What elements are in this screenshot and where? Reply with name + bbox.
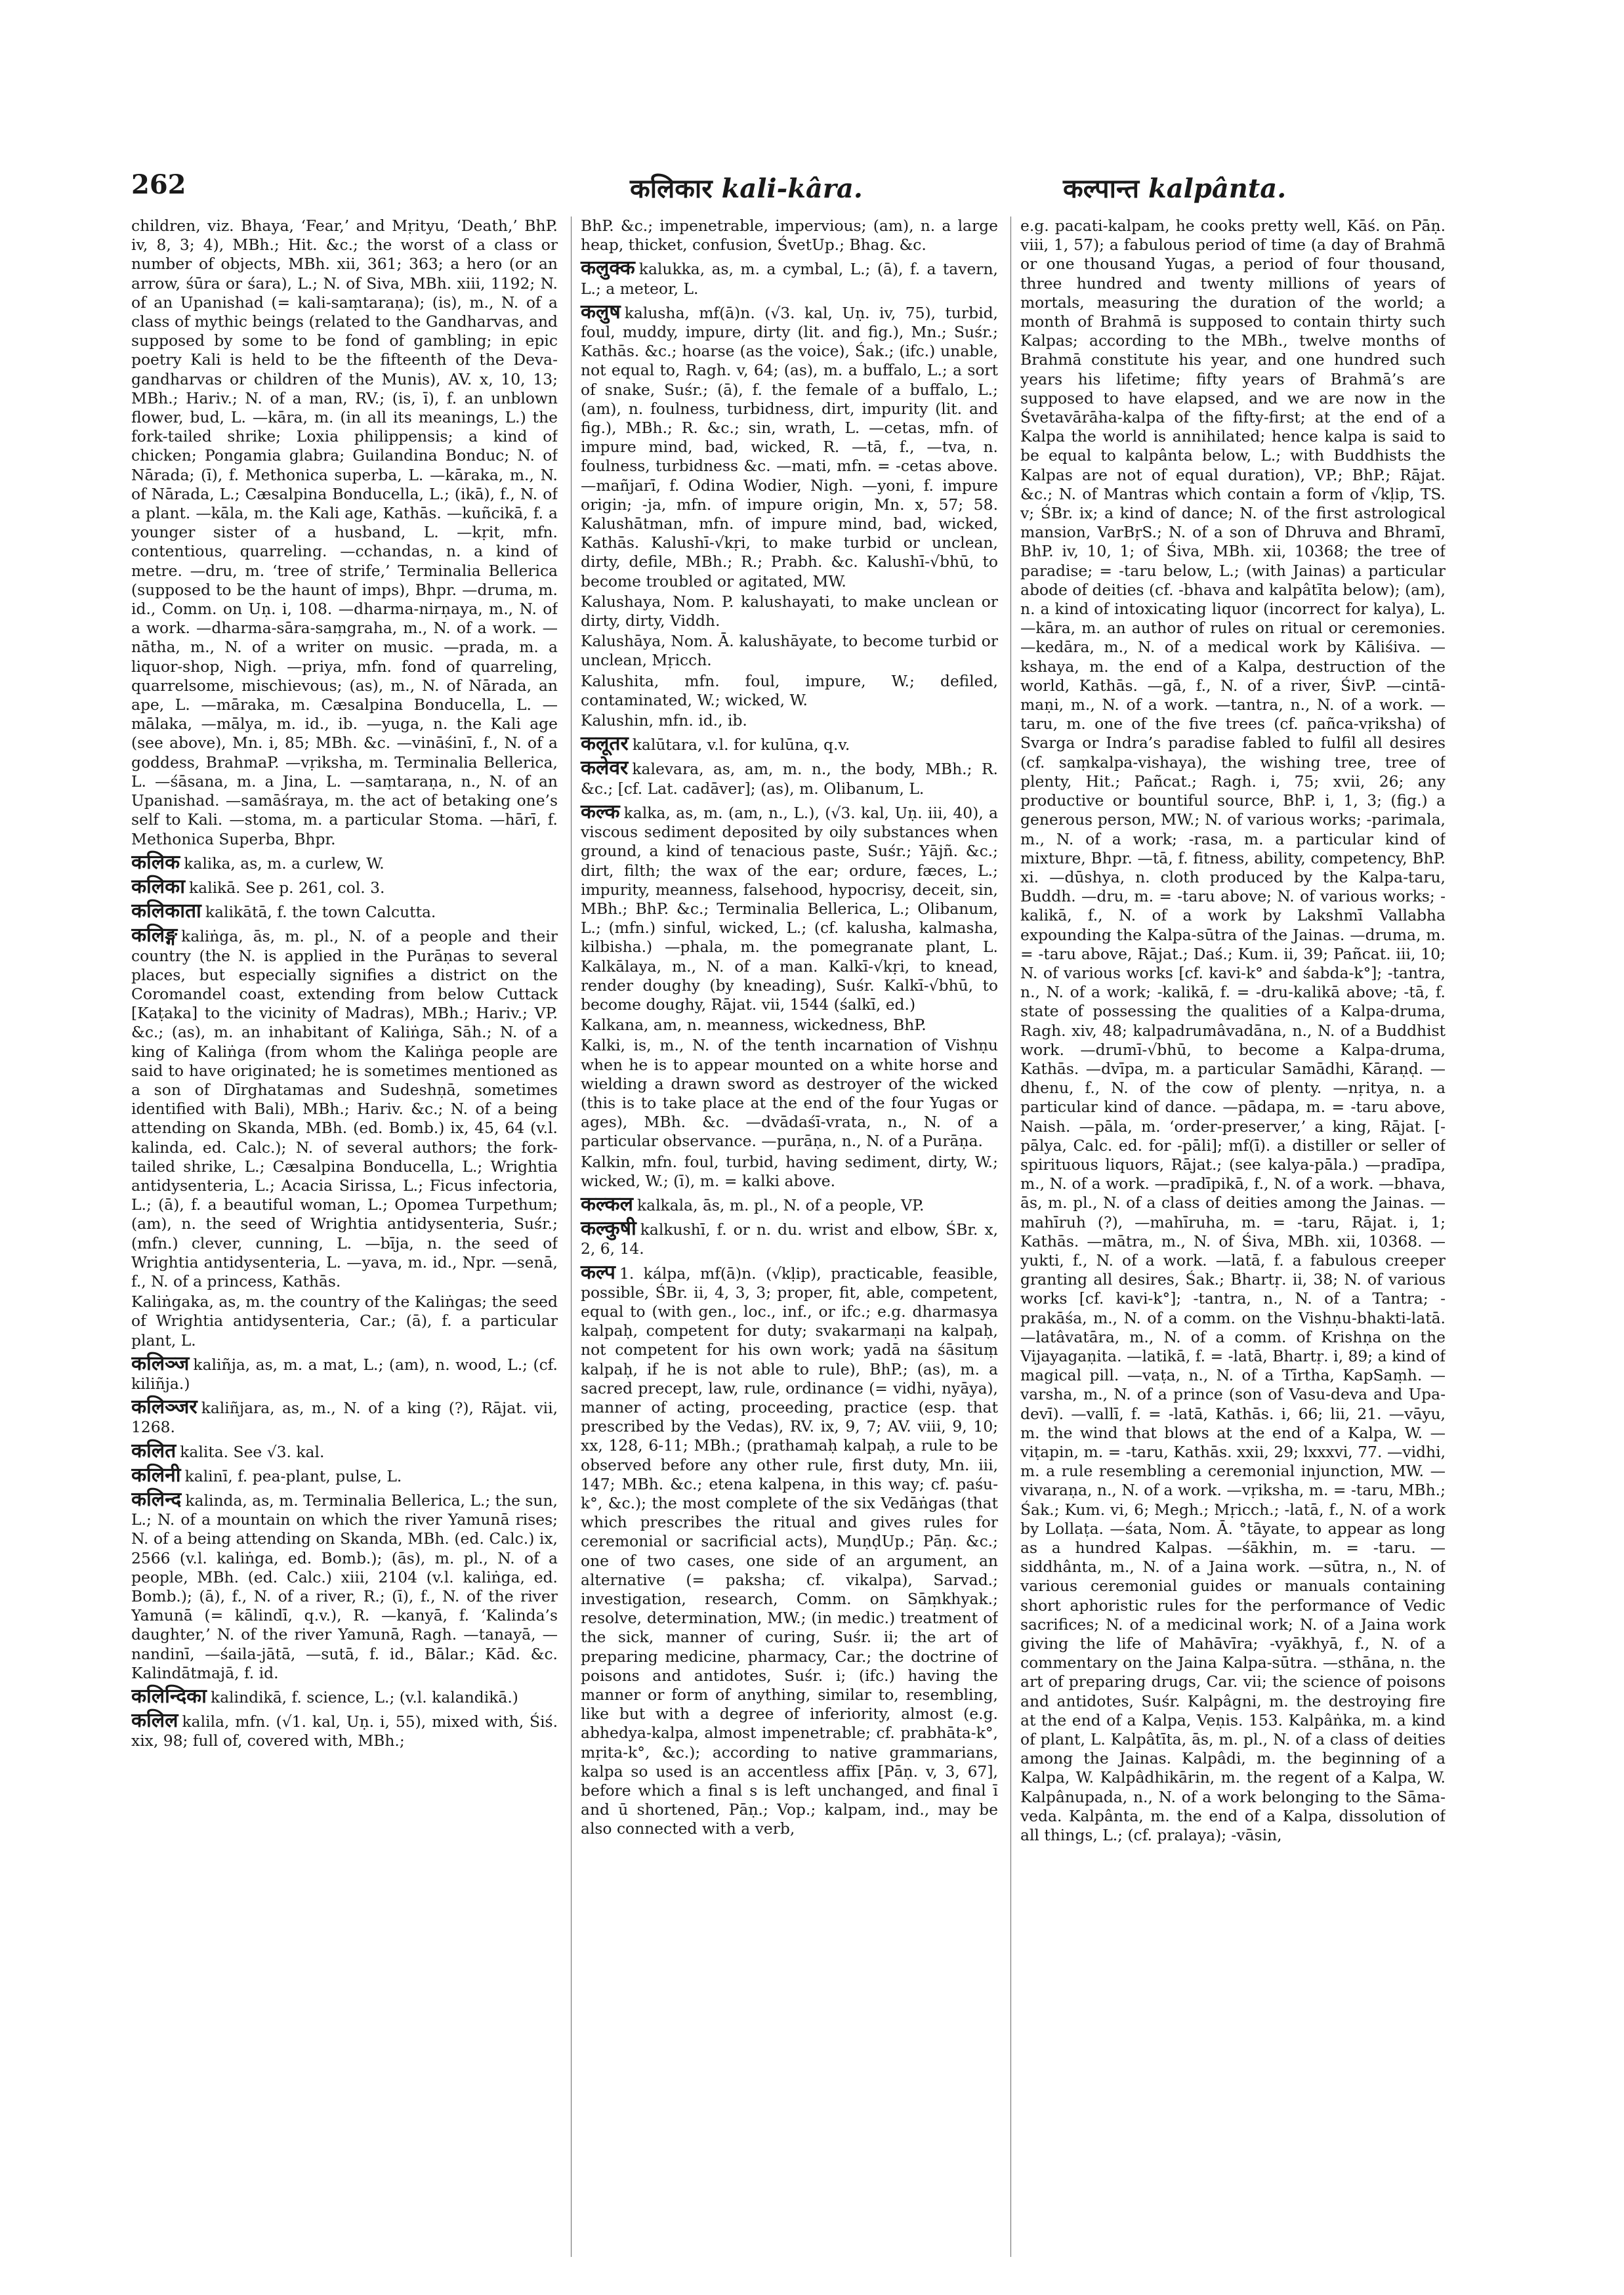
entry-text: e.g. pacati-kalpam, he cooks pretty well, Kāś. on Pāṇ. viii, 1, 57); a fabulous period of time (a day of Brahmā or one thousand Yugas, a period of four thousand, three hundred and twenty millions of years of mortals, measuring the duration of the world; a month of Brahmā is supposed to contain thirty such Kalpas; according to the MBh., twelve months of Brahmā constitute his year, and one hundred such years his lifetime; fifty years of Brahmā’s are supposed to have elapsed, and we are now in the Śvetavārāha-kalpa of the fifty-first; at the end of a Kalpa the world is annihilated; hence kalpa is said to be equal to kalpânta below, L.; with Buddhists the Kalpas are not of equal duration), VP.; BhP.; Rājat. &c.; N. of Mantras which contain a form of √kḷip, TS. v; ŚBr. ix; a kind of dance; N. of the first astrological mansion, VarBṛS.; N. of a son of Dhruva and Bhramī, BhP. iv, 10, 1; of Śiva, MBh. xii, 10368; the tree of paradise; = -taru below, L.; (with Jainas) a particular abode of deities (cf. -bhava and kalpâtīta below); (am), n. a kind of intoxicating liquor (incorrect for kalya), L. —kāra, m. an author of rules on ritual or ceremonies. —kedāra, m., N. of a medical work by Kāliśiva. —kshaya, m. the end of a Kalpa, destruction of the world, Kathās. —gā, f., N. of a river, ŚivP. —cintā-maṇi, m., N. of a work. —tantra, n., N. of a work. —taru, m. one of the five trees (cf. pañca-vṛiksha) of Svarga or Indra’s paradise fabled to fulfil all desires (cf. saṃkalpa-vishaya), the wishing tree, tree of plenty, Hit.; Pañcat.; Ragh. i, 75; xvii, 26; any productive or bountiful source, BhP. i, 1, 3; (fig.) a generous person, MW.; N. of various works; -parimala, m., N. of a work; -rasa, m. a particular kind of mixture, Bhpr. —tā, f. fitness, ability, competency, BhP. xi. —dūshya, n. cloth produced by the Kalpa-taru, Buddh. —dru, m. = -taru above; N. of various works; -kalikā, f., N. of a work by Lakshmī Vallabha expounding the Kalpa-sūtra of the Jainas. —druma, m. = -taru above, Rājat.; Daś.; Kum. ii, 39; Pañcat. iii, 10; N. of various works [cf. kavi-k° and śabda-k°]; -tantra, n., N. of a work; -kalikā, f. = -dru-kalikā above; -tā, f. state of possessing the qualities of a Kalpa-druma, Ragh. xiv, 48; kalpadrumâvadāna, n., N. of a Buddhist work. —drumī-√bhū, to become a Kalpa-druma, Kathās. —dvīpa, m. a particular Samādhi, Kāraṇḍ. —dhenu, f., N. of the cow of plenty. —nṛitya, n. a particular kind of dance. —pādapa, m. = -taru above, Naish. —pāla, m. ‘order-preserver,’ a king, Rājat. [-pālya, Calc. ed. for -pāli]; mf(ī). a distiller or seller of spirituous liquors, Rājat.; (see kalya-pāla.) —pradīpa, m., N. of a work. —pradīpikā, f., N. of a work. —bhava, ās, m. pl., N. of a class of deities among the Jainas. —mahīruh (?), —mahīruha, m. = -taru, Rājat. i, 1; Kathās. —mātra, m., N. of Śiva, MBh. xii, 10368. —yukti, f., N. of a work. —latā, f. a fabulous creeper granting all desires, Śak.; Bhartṛ. ii, 38; N. of various works [cf. kavi-k°]; -tantra, n., N. of a Tantra; -prakāśa, m., N. of a comm. on the Vishṇu-bhakti-latā. —latâvatāra, m., N. of a comm. of Krishṇa on the Vijayagaṇita. —latikā, f. = -latā, Bhartṛ. i, 89; a kind of magical pill. —vaṭa, n., N. of a Tīrtha, KapSaṃh. —varsha, m., N. of a prince (son of Vasu-deva and Upa-devī). —vallī, f. = -latā, Kathās. i, 66; lii, 21. —vāyu, m. the wind that blows at the end of a Kalpa, W. —viṭapin, m. = -taru, Kathās. xxii, 29; lxxxvi, 77. —vidhi, m. a rule resembling a ceremonial injunction, MW. —vivaraṇa, n., N. of a work. —vṛiksha, m. = -taru, MBh.; Śak.; Kum. vi, 6; Megh.; Mṛicch.; -latā, f., N. of a work by Lollaṭa. —śata, Nom. Ā. °tāyate, to appear as long as a hundred Kalpas. —śākhin, m. = -taru. —siddhânta, m., N. of a Jaina work. —sūtra, n., N. of various ceremonial guides or manuals containing short aphoristic rules for the performance of Vedic sacrifices; N. of a medicinal work; N. of a Jaina work giving the life of Mahāvīra; -vyākhyā, f., N. of a commentary on the Jaina Kalpa-sūtra. —sthāna, n. the art of preparing drugs, Car. vii; the science of poisons and antidotes, Suśr. Kalpâgni, m. the destroying fire at the end of a Kalpa, Veṇis. 153. Kalpâṅka, m. a kind of plant, L. Kalpâtīta, ās, m. pl., N. of a class of deities among the Jainas. Kalpâdi, m. the beginning of a Kalpa, W. Kalpâdhikārin, m. the regent of a Kalpa, W. Kalpânupada, n., N. of a work belonging to the Sāma-veda. Kalpânta, m. the end of a Kalpa, dissolution of all things, L.; (cf. pralaya); -vāsin, [1020, 217, 1446, 1845]
entry-text: BhP. &c.; impenetrable, impervious; (am), n. a large heap, thicket, confusion, ŚvetUp.; Bhag. &c. [581, 217, 998, 255]
dictionary-entry [131, 1292, 558, 1350]
dictionary-entry [581, 592, 998, 631]
dictionary-entry [131, 1441, 558, 1462]
headword-devanagari: कलिन्दिका [131, 1685, 207, 1708]
entry-text: kalikātā, f. the town Calcutta. [205, 903, 436, 922]
dictionary-entry [131, 1687, 558, 1707]
dictionary-entry [581, 1192, 998, 1216]
dictionary-entry [131, 877, 558, 898]
entry-text: kalita. See √3. kal. [180, 1442, 325, 1461]
headword-devanagari: कलित [131, 1439, 177, 1462]
headword-devanagari: कलिन्द [131, 1488, 182, 1511]
column-1 [131, 217, 558, 2257]
headword-devanagari: कलुक्क [581, 257, 635, 280]
dictionary-entry [581, 632, 998, 670]
entry-text: Kalushita, mfn. foul, impure, W.; defiled, contaminated, W.; wicked, W. [581, 671, 998, 709]
entry-text: kalūtara, v.l. for kulūna, q.v. [632, 735, 850, 755]
headword-devanagari: कलुष [581, 300, 621, 323]
headword-devanagari: कल्कल [581, 1192, 633, 1216]
dictionary-entry [131, 1463, 558, 1487]
entry-text: kalkala, ās, m. pl., N. of a people, VP. [636, 1195, 925, 1214]
entry-text: Kalushaya, Nom. P. kalushayati, to make unclean or dirty, dirty, Viddh. [581, 592, 998, 631]
dictionary-entry [581, 1036, 998, 1151]
dictionary-entry [131, 926, 558, 1291]
headword-devanagari: कलिनी [131, 1463, 181, 1487]
dictionary-entry [131, 1490, 558, 1683]
running-head-right [1063, 169, 1286, 205]
entry-text: kaliñja, as, m. a mat, L.; (am), n. wood, L.; (cf. kiliñja.) [131, 1355, 558, 1393]
dictionary-entry [581, 302, 998, 591]
dictionary-entry [581, 711, 998, 730]
entry-text: kalka, as, m. (am, n., L.), (√3. kal, Uṇ. iii, 40), a viscous sediment deposited by oily substances when ground, a kind of tenacious paste, Suśr.; Yājñ. &c.; dirt, filth; the wax of the ear; ordure, fæces, L.; impurity, meanness, falsehood, hypocrisy, deceit, sin, MBh.; BhP. &c.; Terminalia Bellerica, L.; Olibanum, L.; (mfn.) sinful, wicked, L.; (cf. kalusha, kalmasha, kilbisha.) —phala, m. the pomegranate plant, L. Kalkālaya, m., N. of a man. Kalkī-√kṛi, to knead, render doughy (by kneading), Suśr. Kalkī-√bhū, to become doughy, Rājat. vii, 1544 (śalkī, ed.) [581, 803, 998, 1014]
headword-devanagari: कलिञ्जर [131, 1396, 198, 1419]
dictionary-entry [131, 1354, 558, 1394]
dictionary-entry [131, 850, 558, 874]
column-3 [1010, 217, 1446, 2257]
entry-text: kalevara, as, am, m. n., the body, MBh.; R. &c.; [cf. Lat. cadāver]; (as), m. Olibanum, L. [581, 760, 998, 798]
page-number: 262 [131, 169, 186, 200]
entry-text: kaliṅga, ās, m. pl., N. of a people and their country (the N. is applied in the Purāṇas to several places, but especially signifies a district on the Coromandel coast, extending from below Cuttack [Kaṭaka] to the vicinity of Madras), MBh.; Hariv.; VP. &c.; (as), m. an inhabitant of Kaliṅga, Sāh.; N. of a king of Kaliṅga (from whom the Kaliṅga people are said to have originated; he is sometimes mentioned as a son of Dīrghatamas and Sudeshṇā, sometimes identified with Bali), MBh.; Hariv. &c.; N. of a being attending on Skanda, MBh. (ed. Bomb.) ix, 45, 64 (v.l. kalinda, ed. Calc.); N. of several authors; the fork-tailed shrike, L.; Cæsalpina Bonducella, L.; Wrightia antidysenteria, L.; Acacia Sirissa, L.; Ficus infectoria, L.; (ā), f. a beautiful woman, L.; Opomea Turpethum; (am), n. the seed of Wrightia antidysenteria, Suśr.; (mfn.) clever, cunning, L. —bīja, n. the seed of Wrightia antidysenteria, L. —yava, m. id., Npr. —senā, f., N. of a princess, Kathās. [131, 927, 558, 1291]
dictionary-entry [581, 1153, 998, 1191]
entry-text: Kaliṅgaka, as, m. the country of the Kaliṅgas; the seed of Wrightia antidysenteria, Car.; (ā), f. a particular plant, L. [131, 1292, 558, 1350]
running-head-right-roman: kalpânta. [1148, 173, 1287, 204]
dictionary-entry [581, 1260, 998, 1839]
entry-text: kalila, mfn. (√1. kal, Uṇ. i, 55), mixed with, Śiś. xix, 98; full of, covered with, MBh.; [131, 1712, 558, 1750]
entry-text: kalusha, mf(ā)n. (√3. kal, Uṇ. iv, 75), turbid, foul, muddy, impure, dirty (lit. and fig.), Mn.; Suśr.; Kathās. &c.; hoarse (as the voice), Śak.; (ifc.) unable, not equal to, Ragh. v, 64; (as), m. a buffalo, L.; a sort of snake, Suśr.; (ā), f. the female of a buffalo, L.; (am), n. foulness, turbidness, dirt, impurity (lit. and fig.), MBh.; R. &c.; sin, wrath, L. —cetas, mfn. of impure mind, bad, wicked, R. —tā, f., —tva, n. foulness, turbidness &c. —mati, mfn. = -cetas above. —mañjarī, f. Odina Wodier, Nigh. —yoni, f. impure origin; -ja, mfn. of impure origin, Mn. x, 57; 58. Kalushātman, mfn. of impure mind, bad, wicked, Kathās. Kalushī-√kṛi, to make turbid or unclean, dirty, defile, MBh.; R.; Prabh. &c. Kalushī-√bhū, to become troubled or agitated, MW. [581, 303, 998, 590]
entry-text: kalukka, as, m. a cymbal, L.; (ā), f. a tavern, L.; a meteor, L. [581, 260, 998, 298]
headword-devanagari: कलिल [131, 1709, 178, 1733]
running-head-left [630, 169, 863, 205]
dictionary-entry [581, 258, 998, 298]
running-head-left-roman: kali-kâra. [721, 173, 863, 204]
dictionary-entry [131, 901, 558, 922]
entry-text: Kalushāya, Nom. Ā. kalushāyate, to become turbid or unclean, Mṛicch. [581, 632, 998, 670]
entry-text: kalinī, f. pea-plant, pulse, L. [184, 1466, 402, 1485]
headword-devanagari: कलिकाता [131, 899, 201, 923]
dictionary-entry [581, 1016, 998, 1035]
page-header [131, 169, 1489, 215]
dictionary-entry [581, 758, 998, 798]
headword-devanagari: कलेवर [581, 756, 629, 780]
headword-devanagari: कलूतर [581, 732, 629, 756]
dictionary-entry [581, 672, 998, 710]
dictionary-entry [131, 1711, 558, 1750]
entry-text: kalindikā, f. science, L.; (v.l. kalandikā.) [210, 1688, 518, 1707]
running-head-right-devanagari: कल्पान्त [1063, 173, 1140, 204]
entry-text: 1. kálpa, mf(ā)n. (√kḷip), practicable, feasible, possible, ŚBr. ii, 4, 3, 3; proper, fit, able, competent, equal to (with gen., loc., inf., or ifc.; e.g. dharmasya kalpaḥ, competent for duty; svakarmaṇi na kalpaḥ, not competent for his own work; yadā na śāsituṃ kalpaḥ, if he is not able to rule), BhP.; (as), m. a sacred precept, law, rule, ordinance (= vidhi, nyāya), manner of acting, proceeding, practice (esp. that prescribed by the Vedas), RV. ix, 9, 7; AV. viii, 9, 10; xx, 128, 6-11; MBh.; (prathamaḥ kalpaḥ, a rule to be observed before any other rule, first duty, Mn. iii, 147; MBh. &c.; etena kalpena, in this way; cf. paśu-k°, &c.); the most complete of the six Vedāṅgas (that which prescribes the ritual and gives rules for ceremonial or sacrificial acts), MuṇḍUp.; Pāṇ. &c.; one of two cases, one side of an argument, an alternative (= paksha; cf. vikalpa), Sarvad.; investigation, research, Comm. on Sāṃkhyak.; resolve, determination, MW.; (in medic.) treatment of the sick, manner of curing, Suśr. ii; the art of preparing medicine, pharmacy, Car.; the doctrine of poisons and antidotes, Suśr. i; (ifc.) having the manner or form of anything, similar to, resembling, like but with a degree of inferiority, almost (e.g. abhedya-kalpa, almost impenetrable; cf. prabhāta-k°, mṛita-k°, &c.); according to native grammarians, kalpa so used is an accentless affix [Pāṇ. v, 3, 67], before which a final s is left unchanged, and final ī and ū shortened, Pāṇ.; Vop.; kalpam, ind., may be also connected with a verb, [581, 1264, 998, 1838]
headword-devanagari: कलिका [131, 875, 185, 898]
entry-text: Kalki, is, m., N. of the tenth incarnation of Vishṇu when he is to appear mounted on a white horse and wielding a drawn sword as destroyer of the wicked (this is to take place at the end of the four Yugas or ages), MBh. &c. —dvādaśī-vrata, n., N. of a particular observance. —purāṇa, n., N. of a Purāṇa. [581, 1036, 998, 1151]
dictionary-entry [131, 217, 558, 849]
headword-devanagari: कलिङ्ग [131, 924, 178, 947]
entry-text: kalika, as, m. a curlew, W. [184, 854, 385, 873]
dictionary-entry [581, 217, 998, 255]
headword-devanagari: कल्प [581, 1260, 615, 1284]
dictionary-entry [581, 802, 998, 1014]
entry-text: kaliñjara, as, m., N. of a king (?), Rājat. vii, 1268. [131, 1399, 558, 1437]
headword-devanagari: कल्कुषी [581, 1217, 636, 1241]
entry-text: Kalushin, mfn. id., ib. [581, 711, 747, 730]
entry-text: kalinda, as, m. Terminalia Bellerica, L.; the sun, L.; N. of a mountain on which the river Yamunā rises; N. of a being attending on Skanda, MBh. (ed. Calc.) ix, 2566 (v.l. kaliṅga, ed. Bomb.); (ās), m. pl., N. of a people, MBh. (ed. Calc.) xiii, 2104 (v.l. kaliṅga, ed. Bomb.); (ā), f., N. of a river, R.; (ī), f., N. of the river Yamunā (= kālindī, q.v.), R. —kanyā, f. ‘Kalinda’s daughter,’ N. of the river Yamunā, Ragh. —tanayā, —nandinī, —śaila-jātā, —sutā, f. id., Bālar.; Kād. &c. Kalindātmajā, f. id. [131, 1491, 558, 1682]
headword-devanagari: कलिक [131, 850, 180, 874]
entry-text: children, viz. Bhaya, ‘Fear,’ and Mṛityu, ‘Death,’ BhP. iv, 8, 3; 4), MBh.; Hit. &c.; the worst of a class or number of objects, MBh. xii, 361; 363; a hero (or an arrow, śūra or śara), L.; N. of Siva, MBh. xiii, 1192; N. of an Upanishad (= kali-saṃtaraṇa); (is), m., N. of a class of mythic beings (related to the Gandharvas, and supposed by some to be fond of gambling; in epic poetry Kali is held to be the fifteenth of the Deva-gandharvas or children of the Munis), AV. x, 10, 13; MBh.; Hariv.; N. of a man, RV.; (is, ī), f. an unblown flower, bud, L. —kāra, m. (in all its meanings, L.) the fork-tailed shrike; Loxia philippensis; a kind of chicken; Pongamia glabra; Guilandina Bonduc; N. of Nārada; (ī), f. Methonica superba, L. —kāraka, m., N. of Nārada, L.; Cæsalpina Bonducella, L.; (ikā), f., N. of a plant. —kāla, m. the Kali age, Kathās. —kuñcikā, f. a younger sister of a husband, L. —kṛit, mfn. contentious, quarreling. —cchandas, n. a kind of metre. —dru, m. ‘tree of strife,’ Terminalia Bellerica (supposed to be the haunt of imps), Bhpr. —druma, m. id., Comm. on Uṇ. i, 108. —dharma-nirṇaya, m., N. of a work. —dharma-sāra-saṃgraha, m., N. of a work. —nātha, m., N. of a writer on music. —prada, m. a liquor-shop, Nigh. —priya, mfn. fond of quarreling, quarrelsome, mischievous; (as), m., N. of Nārada, an ape, L. —māraka, m. Cæsalpina Bonducella, L. —mālaka, —mālya, m. id., ib. —yuga, n. the Kali age (see above), Mn. i, 85; MBh. &c. —vināśinī, f., N. of a goddess, BrahmaP. —vṛiksha, m. Terminalia Bellerica, L. —śāsana, m. a Jina, L. —saṃtaraṇa, n., N. of an Upanishad. —samāśraya, m. the act of betaking one’s self to Kali. —stoma, m. a particular Stoma. —hārī, f. Methonica Superba, Bhpr. [131, 217, 558, 848]
entry-text: kalkushī, f. or n. du. wrist and elbow, ŚBr. x, 2, 6, 14. [581, 1220, 998, 1258]
entry-text: Kalkin, mfn. foul, turbid, having sediment, dirty, W.; wicked, W.; (ī), m. = kalki above. [581, 1152, 998, 1190]
column-2 [571, 217, 998, 2257]
dictionary-entry [1020, 217, 1446, 1845]
entry-text: kalikā. See p. 261, col. 3. [188, 878, 385, 897]
dictionary-entry [581, 734, 998, 755]
headword-devanagari: कल्क [581, 800, 620, 823]
headword-devanagari: कलिञ्ज [131, 1352, 190, 1375]
dictionary-entry [581, 1219, 998, 1258]
running-head-left-devanagari: कलिकार [630, 173, 713, 204]
entry-text: Kalkana, am, n. meanness, wickedness, BhP. [581, 1016, 927, 1035]
dictionary-entry [131, 1397, 558, 1437]
